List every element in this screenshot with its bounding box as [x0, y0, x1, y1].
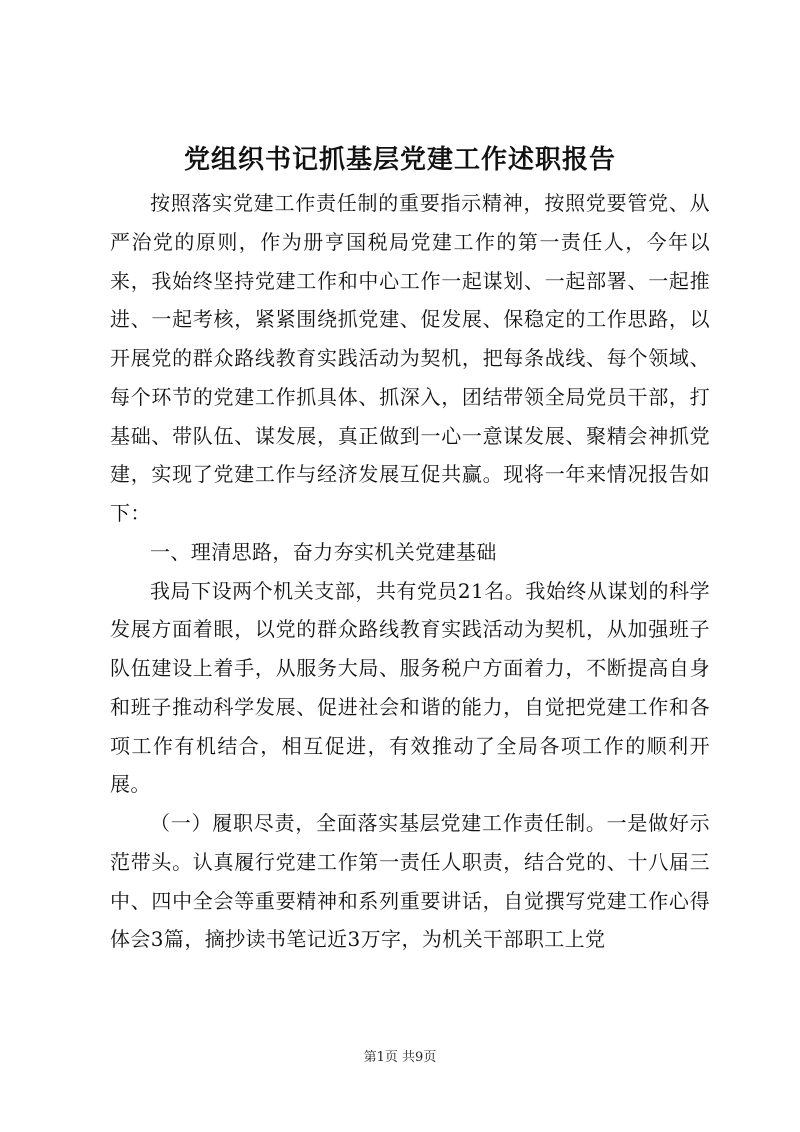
- paragraph-section-1: 我局下设两个机关支部，共有党员21名。我始终从谋划的科学发展方面着眼，以党的群众路线教育实践活动为契机，从加强班子队伍建设上着手，从服务大局、服务税户方面着力，不断提高自身和班子推动科学发展、促进社会和谐的能力，自觉把党建工作和各项工作有机结合，相互促进，有效推动了全局各项工作的顺利开展。: [110, 578, 710, 797]
- section-heading-1: 一、理清思路，奋力夯实机关党建基础: [150, 539, 497, 564]
- document-body: [110, 184, 710, 959]
- document-title: 党组织书记抓基层党建工作述职报告: [183, 145, 616, 175]
- page-number-footer: 第1页 共9页: [363, 1050, 437, 1065]
- paragraph-subsection-1: （一）履职尽责，全面落实基层党建工作责任制。一是做好示范带头。认真履行党建工作第一责任人职责，结合党的、十八届三中、四中全会等重要精神和系列重要讲话，自觉撰写党建工作心得体会3篇，摘抄读书笔记近3万字，为机关干部职工上党: [110, 811, 710, 952]
- paragraph-intro: 按照落实党建工作责任制的重要指示精神，按照党要管党、从严治党的原则，作为册亨国税局党建工作的第一责任人，今年以来，我始终坚持党建工作和中心工作一起谋划、一起部署、一起推进、一起考核，紧紧围绕抓党建、促发展、保稳定的工作思路，以开展党的群众路线教育实践活动为契机，把每条战线、每个领域、每个环节的党建工作抓具体、抓深入，团结带领全局党员干部，打基础、带队伍、谋发展，真正做到一心一意谋发展、聚精会神抓党建，实现了党建工作与经济发展互促共赢。现将一年来情况报告如下：: [110, 191, 710, 525]
